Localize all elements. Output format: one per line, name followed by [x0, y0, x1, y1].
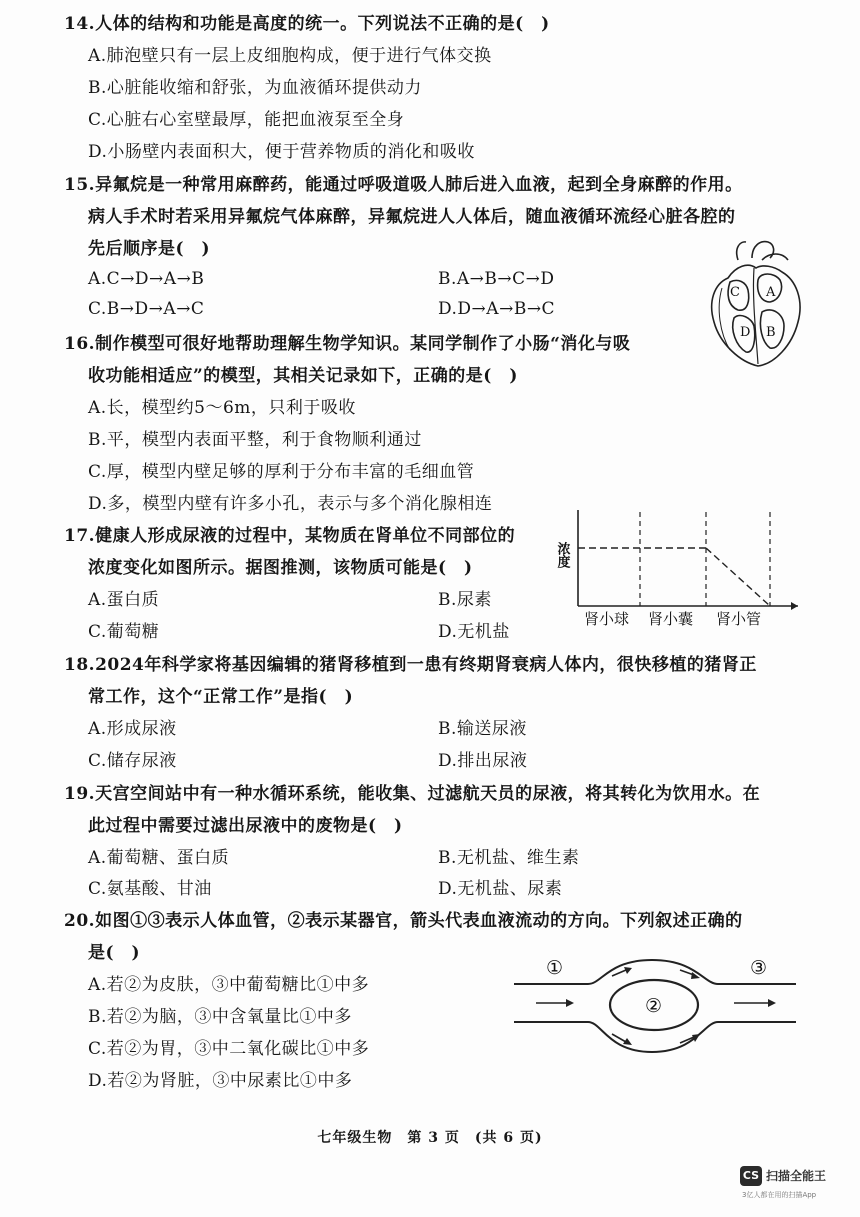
q19-option-b: B.无机盐、维生素	[438, 848, 580, 868]
question-16-stem-line-2: 收功能相适应”的模型，其相关记录如下，正确的是( )	[88, 366, 518, 386]
question-20-stem-line-1: 20.如图①③表示人体血管，②表示某器官，箭头代表血液流动的方向。下列叙述正确的	[64, 911, 743, 931]
question-19-stem-line-1: 19.天宫空间站中有一种水循环系统，能收集、过滤航天员的尿液，将其转化为饮用水。在	[64, 784, 761, 804]
question-18-stem-line-1: 18.2024年科学家将基因编辑的猪肾移植到一患有终期肾衰病人体内，很快移植的猪肾正	[64, 655, 757, 675]
q15-option-c: C.B→D→A→C	[88, 299, 205, 319]
q16-option-d: D.多，模型内壁有许多小孔，表示与多个消化腺相连	[88, 494, 493, 514]
question-17-stem-line-1: 17.健康人形成尿液的过程中，某物质在肾单位不同部位的	[64, 526, 516, 546]
q20-option-b: B.若②为脑，③中含氧量比①中多	[88, 1007, 352, 1027]
heart-diagram	[700, 238, 810, 370]
q15-option-b: B.A→B→C→D	[438, 269, 555, 289]
q14-option-b: B.心脏能收缩和舒张，为血液循环提供动力	[88, 78, 422, 98]
question-19-stem-line-2: 此过程中需要过滤出尿液中的废物是( )	[88, 816, 403, 836]
scanner-app-name: 扫描全能王	[766, 1169, 827, 1183]
q14-option-c: C.心脏右心室壁最厚，能把血液泵至全身	[88, 110, 405, 130]
heart-label-c: C	[730, 285, 740, 300]
q20-option-c: C.若②为胃，③中二氧化碳比①中多	[88, 1039, 370, 1059]
q18-option-c: C.储存尿液	[88, 751, 177, 771]
q17-option-d: D.无机盐	[438, 622, 510, 642]
graph-region-capsule: 肾小囊	[648, 610, 694, 628]
q19-option-a: A.葡萄糖、蛋白质	[88, 848, 230, 868]
concentration-graph	[548, 496, 806, 632]
blood-flow-diagram	[508, 948, 800, 1064]
question-15-stem-line-1: 15.异氟烷是一种常用麻醉药，能通过呼吸道吸人肺后进入血液，起到全身麻醉的作用。	[64, 175, 743, 195]
question-15-stem-line-3: 先后顺序是( )	[88, 239, 211, 259]
q16-option-c: C.厚，模型内壁足够的厚利于分布丰富的毛细血管	[88, 462, 475, 482]
scanner-watermark	[740, 1166, 850, 1206]
graph-ylabel: 浓度	[554, 542, 570, 568]
scanner-tagline: 3亿人都在用的扫描App	[742, 1191, 817, 1199]
question-17-stem-line-2: 浓度变化如图所示。据图推测，该物质可能是( )	[88, 558, 473, 578]
heart-label-b: B	[766, 325, 776, 340]
question-20-stem-line-2: 是( )	[88, 943, 141, 963]
q20-option-a: A.若②为皮肤，③中葡萄糖比①中多	[88, 975, 370, 995]
q16-option-b: B.平，模型内表面平整，利于食物顺利通过	[88, 430, 422, 450]
q17-option-b: B.尿素	[438, 590, 492, 610]
q18-option-b: B.输送尿液	[438, 719, 527, 739]
q19-option-c: C.氨基酸、甘油	[88, 879, 212, 899]
q18-option-a: A.形成尿液	[88, 719, 177, 739]
question-16-stem-line-1: 16.制作模型可很好地帮助理解生物学知识。某同学制作了小肠“消化与吸	[64, 334, 631, 354]
question-18-stem-line-2: 常工作，这个“正常工作”是指( )	[88, 687, 354, 707]
scanner-logo-icon: CS	[740, 1166, 762, 1186]
q18-option-d: D.排出尿液	[438, 751, 528, 771]
q14-option-a: A.肺泡壁只有一层上皮细胞构成，便于进行气体交换	[88, 46, 492, 66]
heart-label-d: D	[740, 325, 751, 340]
q19-option-d: D.无机盐、尿素	[438, 879, 563, 899]
graph-region-glomerulus: 肾小球	[584, 610, 630, 628]
organ-label-2: ②	[645, 995, 663, 1017]
q14-option-d: D.小肠壁内表面积大，便于营养物质的消化和吸收	[88, 142, 475, 162]
q15-option-a: A.C→D→A→B	[88, 269, 205, 289]
question-14-stem: 14.人体的结构和功能是高度的统一。下列说法不正确的是( )	[64, 14, 550, 34]
q15-option-d: D.D→A→B→C	[438, 299, 556, 319]
vessel-label-3: ③	[750, 957, 768, 979]
q17-option-c: C.葡萄糖	[88, 622, 160, 642]
question-15-stem-line-2: 病人手术时若采用异氟烷气体麻醉，异氟烷进人人体后，随血液循环流经心脏各腔的	[88, 207, 736, 227]
q20-option-d: D.若②为肾脏，③中尿素比①中多	[88, 1071, 353, 1091]
q16-option-a: A.长，模型约5～6m，只利于吸收	[88, 398, 356, 418]
page-footer: 七年级生物 第 3 页 (共 6 页)	[317, 1130, 543, 1146]
heart-label-a: A	[766, 285, 776, 300]
q17-option-a: A.蛋白质	[88, 590, 160, 610]
graph-region-tubule: 肾小管	[716, 610, 762, 628]
vessel-label-1: ①	[546, 957, 564, 979]
